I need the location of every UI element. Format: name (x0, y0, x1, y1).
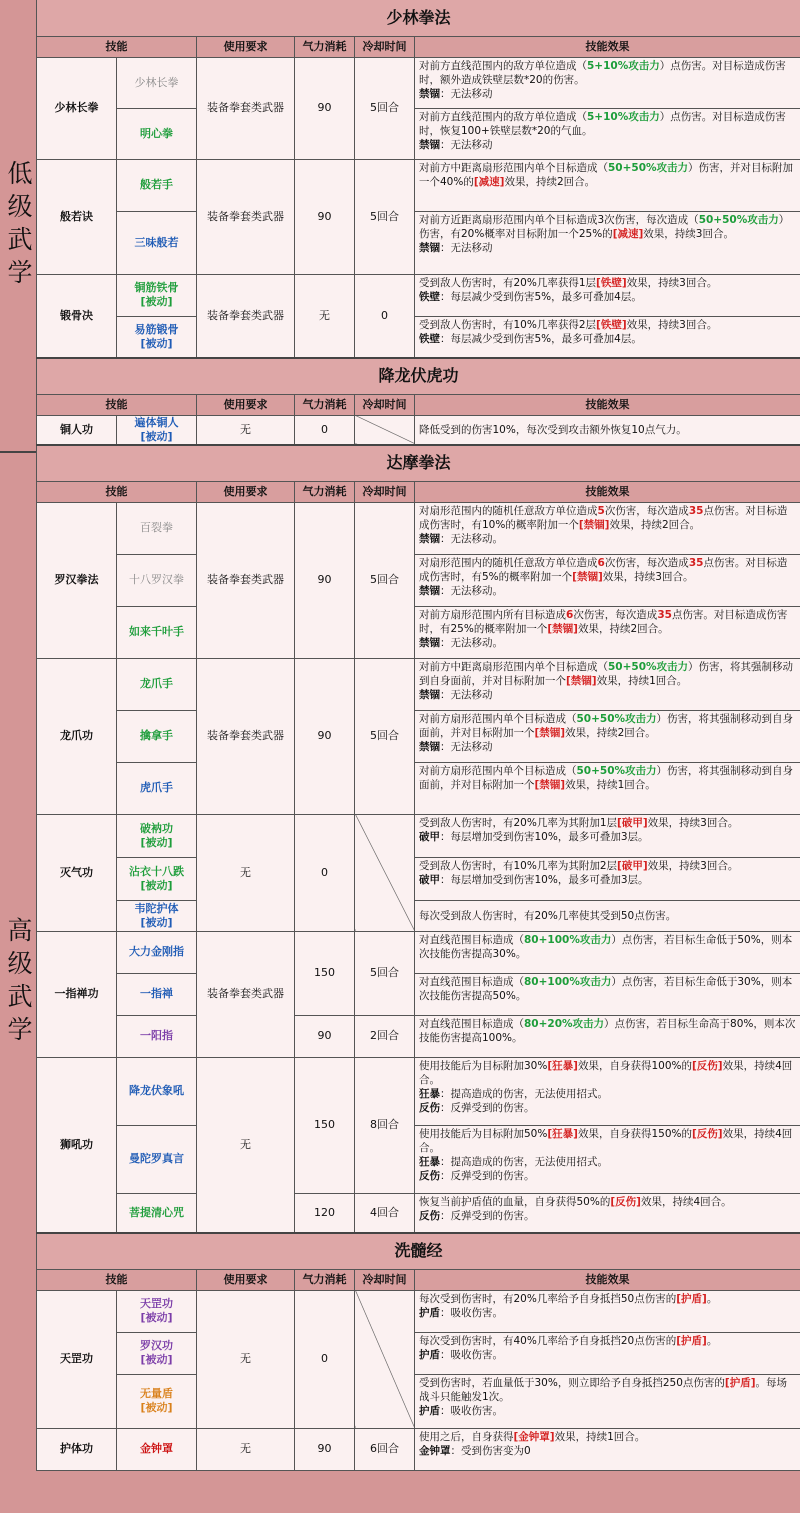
table-row (37, 814, 800, 857)
skill-group-name: 锻骨决 (37, 274, 117, 358)
sub-skill-name: 虎爪手 (117, 762, 197, 814)
header-qi: 气力消耗 (295, 481, 355, 502)
sub-skill-name: 韦陀护体 [被动] (117, 900, 197, 931)
header-req: 使用要求 (197, 1269, 295, 1290)
qi-cost: 0 (295, 415, 355, 445)
skill-effect: 对前方中距离扇形范围内单个目标造成（50+50%攻击力）伤害，将其强制移动到自身面前，并对目标附加一个[禁锢]效果，持续1回合。 禁锢：无法移动 (415, 658, 800, 710)
skill-tables (36, 0, 800, 1471)
sub-skill-name: 一阳指 (117, 1015, 197, 1057)
cooldown: 2回合 (355, 1015, 415, 1057)
header-cd: 冷却时间 (355, 394, 415, 415)
table-row (37, 57, 800, 108)
skill-group-name: 一指禅功 (37, 931, 117, 1057)
requirement: 无 (197, 1428, 295, 1470)
skill-group-name: 少林长拳 (37, 57, 117, 159)
table-row (37, 1374, 800, 1428)
qi-cost: 0 (295, 814, 355, 931)
sub-skill-name: 百裂拳 (117, 502, 197, 554)
requirement: 装备拳套类武器 (197, 274, 295, 358)
skill-effect: 受到敌人伤害时，有20%几率获得1层[铁壁]效果，持续3回合。 铁壁：每层减少受到伤害5%，最多可叠加4层。 (415, 274, 800, 316)
table-row (37, 1332, 800, 1374)
qi-cost: 90 (295, 57, 355, 159)
cooldown: 6回合 (355, 1428, 415, 1470)
skill-group-name: 灭气功 (37, 814, 117, 931)
table-row (37, 710, 800, 762)
requirement: 装备拳套类武器 (197, 57, 295, 159)
sub-skill-name: 降龙伏象吼 (117, 1057, 197, 1125)
sub-skill-name: 曼陀罗真言 (117, 1125, 197, 1193)
table-row (37, 108, 800, 159)
header-skill: 技能 (37, 36, 197, 57)
cooldown: 8回合 (355, 1057, 415, 1193)
table-row (37, 1015, 800, 1057)
skill-group-name: 铜人功 (37, 415, 117, 445)
sub-skill-name: 明心拳 (117, 108, 197, 159)
sub-skill-name: 天罡功 [被动] (117, 1290, 197, 1332)
cooldown: 5回合 (355, 931, 415, 1015)
qi-cost: 90 (295, 1015, 355, 1057)
sub-skill-name: 易筋锻骨 [被动] (117, 316, 197, 358)
sub-skill-name: 大力金刚指 (117, 931, 197, 973)
requirement: 无 (197, 415, 295, 445)
header-req: 使用要求 (197, 481, 295, 502)
sub-skill-name: 般若手 (117, 159, 197, 211)
sub-skill-name: 铜筋铁骨 [被动] (117, 274, 197, 316)
qi-cost: 0 (295, 1290, 355, 1428)
header-qi: 气力消耗 (295, 394, 355, 415)
sub-skill-name: 一指禅 (117, 973, 197, 1015)
cooldown: 4回合 (355, 1193, 415, 1233)
skills-table (36, 0, 800, 1471)
skill-group-name: 天罡功 (37, 1290, 117, 1428)
requirement: 装备拳套类武器 (197, 931, 295, 1057)
qi-cost: 无 (295, 274, 355, 358)
skill-effect: 对直线范围目标造成（80+100%攻击力）点伤害，若目标生命低于50%，则本次技能伤害提高30%。 (415, 931, 800, 973)
header-req: 使用要求 (197, 394, 295, 415)
table-row (37, 1125, 800, 1193)
table-row (37, 316, 800, 358)
cooldown: 0 (355, 274, 415, 358)
sub-skill-name: 如来千叶手 (117, 606, 197, 658)
section-title-xisui: 洗髓经 (37, 1233, 800, 1269)
qi-cost: 90 (295, 502, 355, 658)
header-row (37, 1269, 800, 1290)
skill-effect: 对直线范围目标造成（80+20%攻击力）点伤害，若目标生命高于80%，则本次技能伤害提高100%。 (415, 1015, 800, 1057)
qi-cost: 150 (295, 931, 355, 1015)
sub-skill-name: 沾衣十八跌 [被动] (117, 857, 197, 900)
sub-skill-name: 菩提清心咒 (117, 1193, 197, 1233)
table-row (37, 274, 800, 316)
skill-effect: 对扇形范围内的随机任意敌方单位造成6次伤害，每次造成35点伤害。对目标造成伤害时，有5%的概率附加一个[禁锢]效果，持续3回合。 禁锢：无法移动。 (415, 554, 800, 606)
skill-effect: 每次受到敌人伤害时，有20%几率使其受到50点伤害。 (415, 900, 800, 931)
skill-effect: 受到敌人伤害时，有20%几率为其附加1层[破甲]效果，持续3回合。 破甲：每层增加受到伤害10%，最多可叠加3层。 (415, 814, 800, 857)
skill-effect: 对前方扇形范围内所有目标造成6次伤害，每次造成35点伤害。对目标造成伤害时，有25%的概率附加一个[禁锢]效果，持续2回合。 禁锢：无法移动。 (415, 606, 800, 658)
tier-low-label: 低级武学 (0, 0, 36, 453)
sub-skill-name: 十八罗汉拳 (117, 554, 197, 606)
header-cd: 冷却时间 (355, 1269, 415, 1290)
sub-skill-name: 金钟罩 (117, 1428, 197, 1470)
sub-skill-name: 少林长拳 (117, 57, 197, 108)
skill-effect: 恢复当前护盾值的血量，自身获得50%的[反伤]效果，持续4回合。 反伤：反弹受到的伤害。 (415, 1193, 800, 1233)
cooldown-empty (355, 814, 415, 931)
sub-skill-name: 遍体铜人 [被动] (117, 415, 197, 445)
header-row (37, 394, 800, 415)
header-effect: 技能效果 (415, 481, 800, 502)
cooldown: 5回合 (355, 57, 415, 159)
skill-group-name: 护体功 (37, 1428, 117, 1470)
skill-effect: 对前方扇形范围内单个目标造成（50+50%攻击力）伤害，将其强制移动到自身面前，并对目标附加一个[禁锢]效果，持续1回合。 (415, 762, 800, 814)
cooldown: 5回合 (355, 502, 415, 658)
skill-effect: 使用技能后为目标附加50%[狂暴]效果，自身获得150%的[反伤]效果，持续4回合。 狂暴：提高造成的伤害，无法使用招式。 反伤：反弹受到的伤害。 (415, 1125, 800, 1193)
header-effect: 技能效果 (415, 394, 800, 415)
table-row (37, 658, 800, 710)
requirement: 无 (197, 814, 295, 931)
skill-effect: 受到伤害时，若血量低于30%，则立即给予自身抵挡250点伤害的[护盾]。每场战斗只能触发1次。 护盾：吸收伤害。 (415, 1374, 800, 1428)
table-row (37, 762, 800, 814)
table-row (37, 973, 800, 1015)
tier-column (0, 0, 36, 1513)
skill-effect: 对前方直线范围内的敌方单位造成（5+10%攻击力）点伤害。对目标造成伤害时，恢复100+铁壁层数*20的气血。 禁锢：无法移动 (415, 108, 800, 159)
header-skill: 技能 (37, 394, 197, 415)
table-row (37, 415, 800, 445)
table-row (37, 606, 800, 658)
table-row (37, 1057, 800, 1125)
skill-effect: 每次受到伤害时，有20%几率给予自身抵挡50点伤害的[护盾]。 护盾：吸收伤害。 (415, 1290, 800, 1332)
header-effect: 技能效果 (415, 36, 800, 57)
table-row (37, 1193, 800, 1233)
table-row (37, 211, 800, 274)
requirement: 无 (197, 1290, 295, 1428)
table-row (37, 502, 800, 554)
section-title-xianglong: 降龙伏虎功 (37, 358, 800, 394)
skill-group-name: 龙爪功 (37, 658, 117, 814)
header-skill: 技能 (37, 481, 197, 502)
table-row (37, 1290, 800, 1332)
table-row (37, 1428, 800, 1470)
tier-high-label: 高级武学 (0, 453, 36, 1513)
header-cd: 冷却时间 (355, 36, 415, 57)
skill-effect: 每次受到伤害时，有40%几率给予自身抵挡20点伤害的[护盾]。 护盾：吸收伤害。 (415, 1332, 800, 1374)
requirement: 装备拳套类武器 (197, 502, 295, 658)
sub-skill-name: 擒拿手 (117, 710, 197, 762)
skill-effect: 对前方中距离扇形范围内单个目标造成（50+50%攻击力）伤害，并对目标附加一个40%的[减速]效果，持续2回合。 (415, 159, 800, 211)
header-row (37, 36, 800, 57)
section-title-shaolin: 少林拳法 (37, 0, 800, 36)
skill-effect: 对扇形范围内的随机任意敌方单位造成5次伤害，每次造成35点伤害。对目标造成伤害时，有10%的概率附加一个[禁锢]效果，持续2回合。 禁锢：无法移动。 (415, 502, 800, 554)
qi-cost: 90 (295, 159, 355, 274)
skill-effect: 使用技能后为目标附加30%[狂暴]效果，自身获得100%的[反伤]效果，持续4回合。 狂暴：提高造成的伤害，无法使用招式。 反伤：反弹受到的伤害。 (415, 1057, 800, 1125)
cooldown: 5回合 (355, 658, 415, 814)
header-qi: 气力消耗 (295, 36, 355, 57)
skill-effect: 降低受到的伤害10%，每次受到攻击额外恢复10点气力。 (415, 415, 800, 445)
skill-group-name: 般若诀 (37, 159, 117, 274)
requirement: 装备拳套类武器 (197, 159, 295, 274)
skill-effect: 使用之后，自身获得[金钟罩]效果，持续1回合。 金钟罩：受到伤害变为0 (415, 1428, 800, 1470)
sub-skill-name: 无量盾 [被动] (117, 1374, 197, 1428)
header-cd: 冷却时间 (355, 481, 415, 502)
sub-skill-name: 破衲功 [被动] (117, 814, 197, 857)
header-req: 使用要求 (197, 36, 295, 57)
header-qi: 气力消耗 (295, 1269, 355, 1290)
cooldown-empty (355, 415, 415, 445)
skill-effect: 对直线范围目标造成（80+100%攻击力）点伤害，若目标生命低于30%，则本次技能伤害提高50%。 (415, 973, 800, 1015)
requirement: 装备拳套类武器 (197, 658, 295, 814)
qi-cost: 90 (295, 1428, 355, 1470)
table-row (37, 857, 800, 900)
sub-skill-name: 三味般若 (117, 211, 197, 274)
skill-effect: 受到敌人伤害时，有10%几率获得2层[铁壁]效果，持续3回合。 铁壁：每层减少受到伤害5%，最多可叠加4层。 (415, 316, 800, 358)
sub-skill-name: 龙爪手 (117, 658, 197, 710)
header-skill: 技能 (37, 1269, 197, 1290)
header-effect: 技能效果 (415, 1269, 800, 1290)
requirement: 无 (197, 1057, 295, 1233)
skill-group-name: 罗汉拳法 (37, 502, 117, 658)
sub-skill-name: 罗汉功 [被动] (117, 1332, 197, 1374)
header-row (37, 481, 800, 502)
skill-effect: 对前方直线范围内的敌方单位造成（5+10%攻击力）点伤害。对目标造成伤害时，额外造成铁壁层数*20的伤害。 禁锢：无法移动 (415, 57, 800, 108)
skill-effect: 受到敌人伤害时，有10%几率为其附加2层[破甲]效果，持续3回合。 破甲：每层增加受到伤害10%，最多可叠加3层。 (415, 857, 800, 900)
qi-cost: 120 (295, 1193, 355, 1233)
skill-effect: 对前方扇形范围内单个目标造成（50+50%攻击力）伤害，将其强制移动到自身面前，并对目标附加一个[禁锢]效果，持续2回合。 禁锢：无法移动 (415, 710, 800, 762)
cooldown-empty (355, 1290, 415, 1428)
skill-group-name: 狮吼功 (37, 1057, 117, 1233)
table-row (37, 159, 800, 211)
cooldown: 5回合 (355, 159, 415, 274)
qi-cost: 150 (295, 1057, 355, 1193)
table-row (37, 900, 800, 931)
qi-cost: 90 (295, 658, 355, 814)
table-row (37, 554, 800, 606)
skill-effect: 对前方近距离扇形范围内单个目标造成3次伤害，每次造成（50+50%攻击力）伤害，有20%概率对目标附加一个25%的[减速]效果，持续3回合。 禁锢：无法移动 (415, 211, 800, 274)
table-row (37, 931, 800, 973)
section-title-damo: 达摩拳法 (37, 445, 800, 481)
